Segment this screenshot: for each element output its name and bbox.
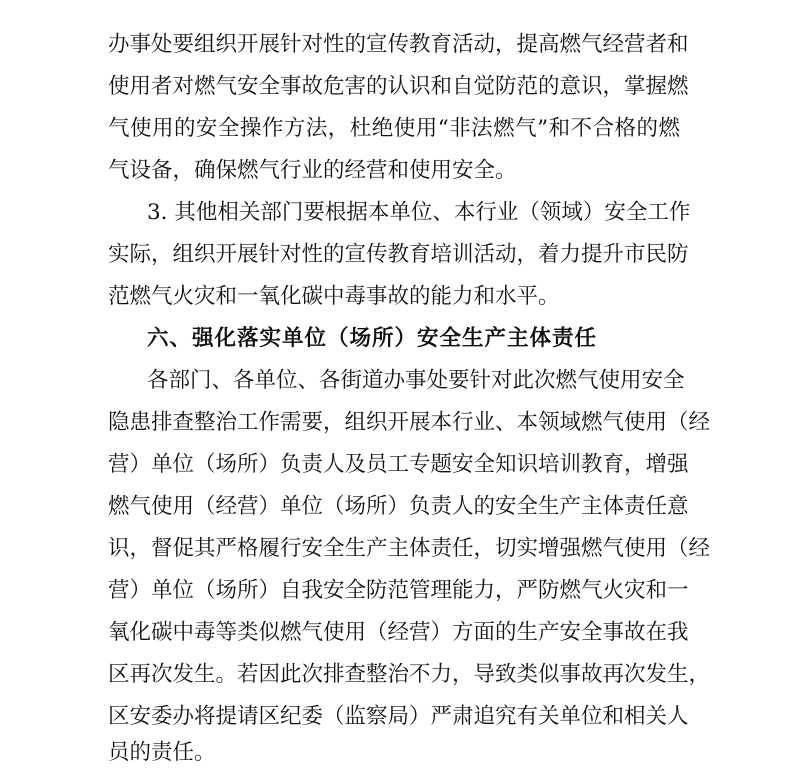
line-text: 营）单位（场所）自我安全防范管理能力，严防燃气火灾和一 — [108, 578, 689, 603]
text-line — [0, 732, 790, 774]
text-line — [0, 528, 790, 570]
text-line — [0, 276, 790, 318]
line-text: 使用者对燃气安全事故危害的认识和自觉防范的意识，掌握燃 — [108, 74, 689, 99]
line-text: 识，督促其严格履行安全生产主体责任，切实增强燃气使用（经 — [108, 536, 711, 561]
text-line — [0, 108, 790, 150]
line-text: 3. 其他相关部门要根据本单位、本行业（领域）安全工作 — [147, 200, 691, 225]
text-line — [0, 402, 790, 444]
text-line — [0, 360, 790, 402]
line-text: 区再次发生。若因此次排查整治不力，导致类似事故再次发生， — [108, 662, 711, 687]
line-text: 各部门、各单位、各街道办事处要针对此次燃气使用安全 — [147, 368, 685, 393]
line-text: 区安委办将提请区纪委（监察局）严肃追究有关单位和相关人 — [108, 704, 689, 729]
section-heading — [0, 318, 790, 360]
line-text: 气使用的安全操作方法，杜绝使用“非法燃气”和不合格的燃 — [108, 116, 680, 141]
section-heading-text: 六、强化落实单位（场所）安全生产主体责任 — [147, 326, 598, 351]
line-text: 范燃气火灾和一氧化碳中毒事故的能力和水平。 — [108, 284, 560, 309]
text-line — [0, 192, 790, 234]
text-line — [0, 66, 790, 108]
text-line — [0, 24, 790, 66]
line-text: 办事处要组织开展针对性的宣传教育活动，提高燃气经营者和 — [108, 32, 689, 57]
text-line — [0, 654, 790, 696]
line-text: 员的责任。 — [108, 740, 216, 765]
line-text: 燃气使用（经营）单位（场所）负责人的安全生产主体责任意 — [108, 494, 689, 519]
line-text: 实际，组织开展针对性的宣传教育培训活动，着力提升市民防 — [108, 242, 689, 267]
line-text: 氧化碳中毒等类似燃气使用（经营）方面的生产安全事故在我 — [108, 620, 689, 645]
text-line — [0, 444, 790, 486]
line-text: 隐患排查整治工作需要，组织开展本行业、本领域燃气使用（经 — [108, 410, 711, 435]
text-line — [0, 570, 790, 612]
line-text: 气设备，确保燃气行业的经营和使用安全。 — [108, 158, 517, 183]
text-line — [0, 486, 790, 528]
line-text: 营）单位（场所）负责人及员工专题安全知识培训教育，增强 — [108, 452, 689, 477]
text-line — [0, 234, 790, 276]
text-line — [0, 150, 790, 192]
text-line — [0, 612, 790, 654]
